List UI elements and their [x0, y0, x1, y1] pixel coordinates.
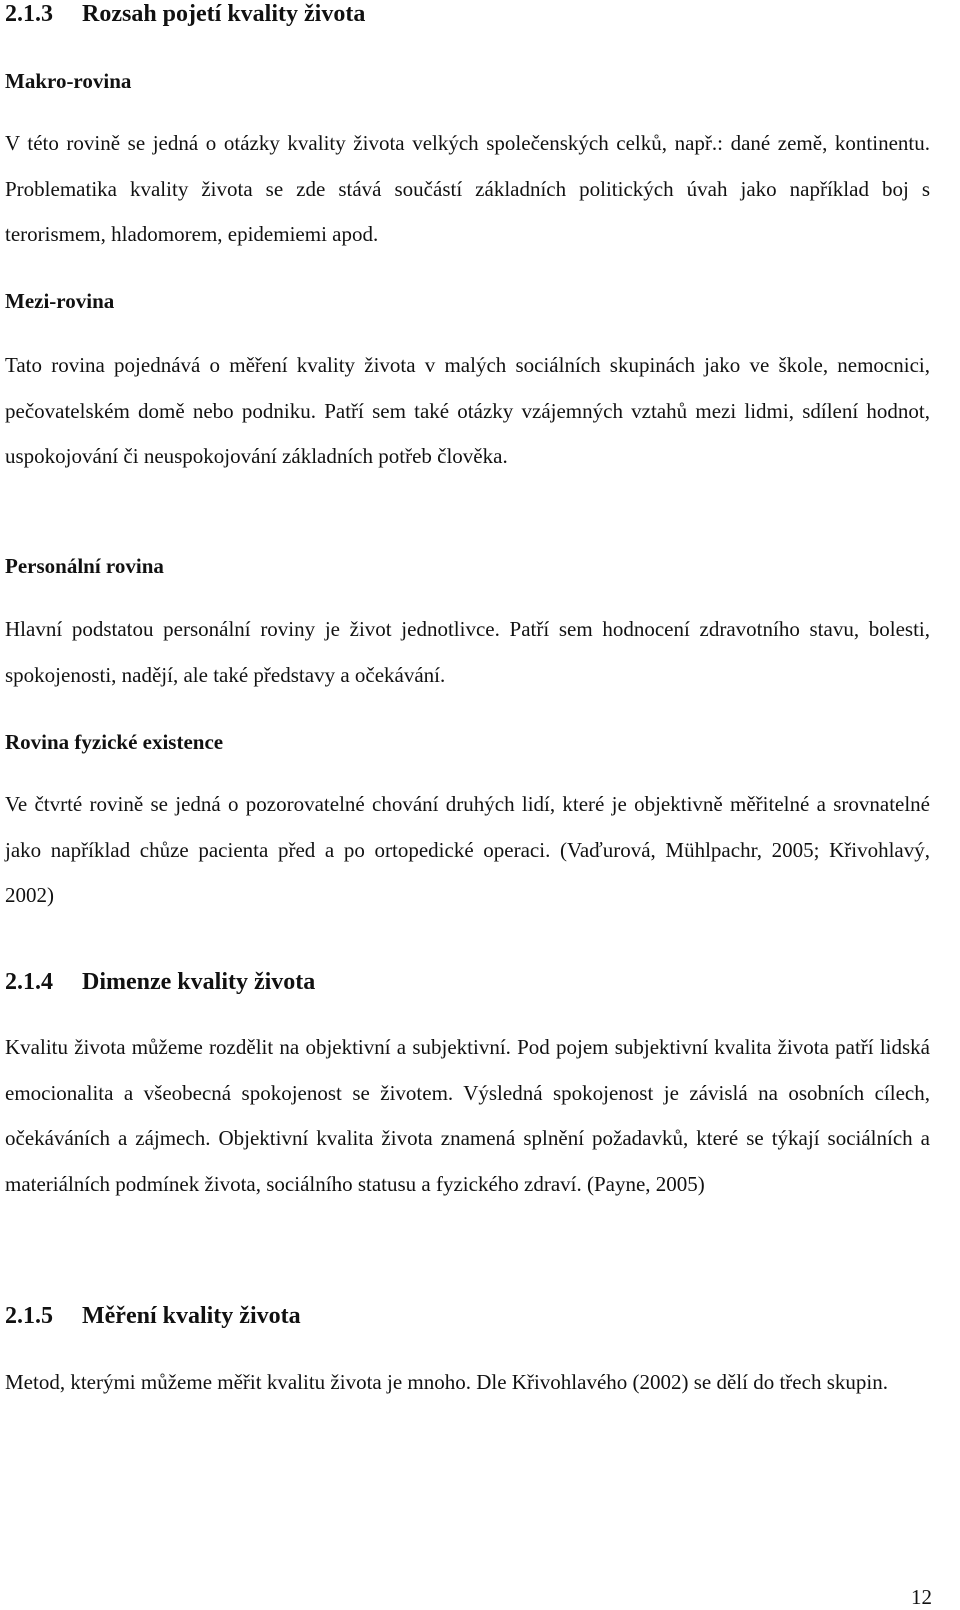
section-title: Měření kvality života — [82, 1303, 301, 1329]
section-title: Rozsah pojetí kvality života — [82, 1, 366, 27]
section-number: 2.1.3 — [5, 1, 53, 27]
section-heading-2-1-4 — [5, 968, 315, 996]
paragraph-mezi: Tato rovina pojednává o měření kvality života v malých sociálních skupinách jako ve škole, nemocnici, pečovatelském domě nebo podniku. Patří sem také otázky vzájemných vztahů mezi lidmi, sdílení hodnot, uspokojování či neuspokojování základních potřeb člověka. — [5, 353, 930, 468]
subheading-personalni-rovina: Personální rovina — [5, 554, 164, 578]
section-title: Dimenze kvality života — [82, 969, 316, 995]
paragraph-fyzicka: Ve čtvrté rovině se jedná o pozorovatelné chování druhých lidí, které je objektivně měřitelné a srovnatelné jako například chůze pacienta před a po ortopedické operaci. (Vaďurová, Mühlpachr, 2005; Křivohlavý, 2002) — [5, 792, 930, 907]
paragraph-makro: V této rovině se jedná o otázky kvality života velkých společenských celků, např.: dané země, kontinentu. Problematika kvality života se zde stává součástí základních politických úvah jako například boj s terorismem, hladomorem, epidemiemi apod. — [5, 131, 930, 246]
subheading-makro-rovina: Makro-rovina — [5, 69, 132, 93]
subheading-rovina-fyzicke-existence: Rovina fyzické existence — [5, 730, 224, 754]
section-heading-2-1-5 — [5, 1302, 301, 1330]
page-number: 12 — [911, 1585, 932, 1609]
paragraph-dimenze: Kvalitu života můžeme rozdělit na objektivní a subjektivní. Pod pojem subjektivní kvalita života patří lidská emocionalita a všeobecná spokojenost se životem. Výsledná spokojenost je závislá na osobních cílech, očekáváních a zájmech. Objektivní kvalita života znamená splnění požadavků, které se týkají sociálních a materiálních podmínek života, sociálního statusu a fyzického zdraví. (Payne, 2005) — [5, 1035, 930, 1196]
paragraph-personalni: Hlavní podstatou personální roviny je život jednotlivce. Patří sem hodnocení zdravotního stavu, bolesti, spokojenosti, nadějí, ale také představy a očekávání. — [5, 617, 930, 687]
section-heading-2-1-3 — [5, 0, 365, 28]
section-number: 2.1.4 — [5, 969, 53, 995]
subheading-mezi-rovina: Mezi-rovina — [5, 289, 115, 313]
section-number: 2.1.5 — [5, 1303, 53, 1329]
paragraph-mereni: Metod, kterými můžeme měřit kvalitu života je mnoho. Dle Křivohlavého (2002) se dělí do třech skupin. — [5, 1370, 888, 1394]
